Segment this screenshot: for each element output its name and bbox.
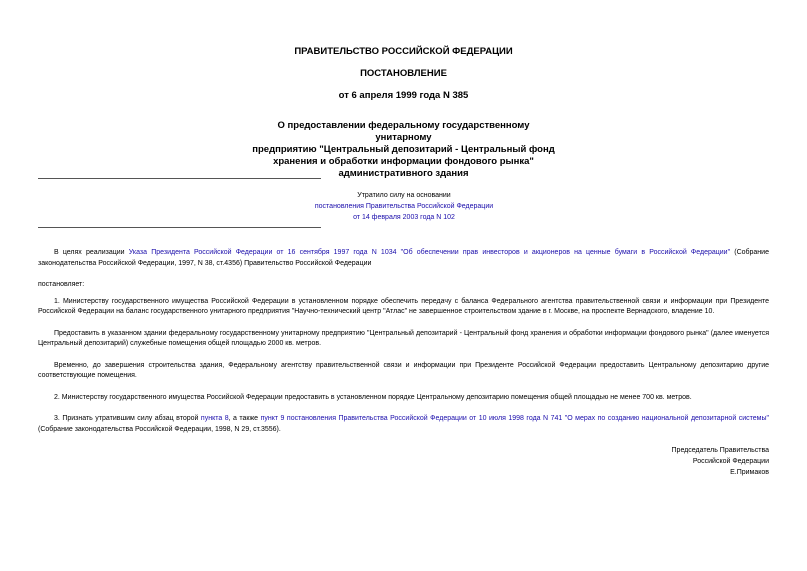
document-body xyxy=(38,248,769,446)
document-date-number: от 6 апреля 1999 года N 385 xyxy=(338,90,469,101)
signature-block xyxy=(569,445,769,478)
resolves-label: постановляет: xyxy=(38,281,85,288)
document-title xyxy=(250,120,557,180)
status-note-text: Утратило силу на основании xyxy=(357,192,451,199)
paragraph-3: Временно, до завершения строительства здания, Федеральному агентству правительственной связи и информации при Президенте Российской Федерации предоставить Центральному депозитарию другие соответствующие помещения. xyxy=(38,361,769,379)
signature-name: Е.Примаков xyxy=(730,469,769,476)
p5-suffix: (Собрание законодательства Российской Федерации, 1998, N 29, ст.3556). xyxy=(38,425,281,433)
document-type-heading: ПОСТАНОВЛЕНИЕ xyxy=(360,68,447,79)
repeal-decree-date-link[interactable]: от 14 февраля 2003 года N 102 xyxy=(353,214,455,221)
title-line: административного здания xyxy=(338,168,469,179)
intro-suffix: (Собрание законодательства Российской Федерации, 1997, N 38, ст.4356) Правительство Российской Федерации xyxy=(38,249,769,267)
divider-bottom xyxy=(38,227,321,228)
status-note xyxy=(290,190,518,223)
paragraph-1: 1. Министерству государственного имущества Российской Федерации в установленном порядке обеспечить передачу с баланса Федерального агентства правительственной связи и информации при Президенте Российской Федерации на баланс государственного унитарного предприятия "Научно-технический центр "Атлас" не завершенное строительством здание в г. Москве, на проспекте Вернадского, владение 10. xyxy=(38,297,769,315)
intro-prefix: В целях реализации xyxy=(54,249,129,256)
p5-mid: , а также xyxy=(228,415,261,422)
p5-prefix: 3. Признать утратившим силу абзац второй xyxy=(54,415,201,422)
resolution-741-link[interactable]: пункт 9 постановления Правительства Российской Федерации от 10 июля 1998 года N 741 "О мерах по созданию национальной депозитарной системы" xyxy=(260,415,769,422)
government-heading: ПРАВИТЕЛЬСТВО РОССИЙСКОЙ ФЕДЕРАЦИИ xyxy=(294,46,513,57)
presidential-decree-link[interactable]: Указа Президента Российской Федерации от 16 сентября 1997 года N 1034 "Об обеспечении прав инвесторов и акционеров на ценные бумаги в Российской Федерации" xyxy=(128,249,731,256)
intro-paragraph xyxy=(38,248,769,269)
paragraph-5 xyxy=(38,414,769,435)
title-line: хранения и обработки информации фондового рынка" xyxy=(273,156,534,167)
title-line: О предоставлении федеральному государственному унитарному xyxy=(277,120,530,143)
signature-country: Российской Федерации xyxy=(692,458,769,465)
paragraph-4: 2. Министерству государственного имущества Российской Федерации предоставить в установленном порядке Центральному депозитарию помещения общей площадью не менее 700 кв. метров. xyxy=(54,393,692,401)
title-line: предприятию "Центральный депозитарий - Центральный фонд xyxy=(252,144,555,155)
paragraph-2: Предоставить в указанном здании федеральному государственному унитарному предприятию "Центральный депозитарий - Центральный фонд хранения и обработки информации фондового рынка" (далее именуется Центральный депозитарий) служебные помещения общей площадью 2000 кв. метров. xyxy=(38,329,769,347)
repeal-decree-link[interactable]: постановления Правительства Российской Федерации xyxy=(314,203,494,210)
signature-position: Председатель Правительства xyxy=(671,447,769,454)
clause-8-link[interactable]: пункта 8 xyxy=(200,415,229,422)
divider-top xyxy=(38,178,321,179)
